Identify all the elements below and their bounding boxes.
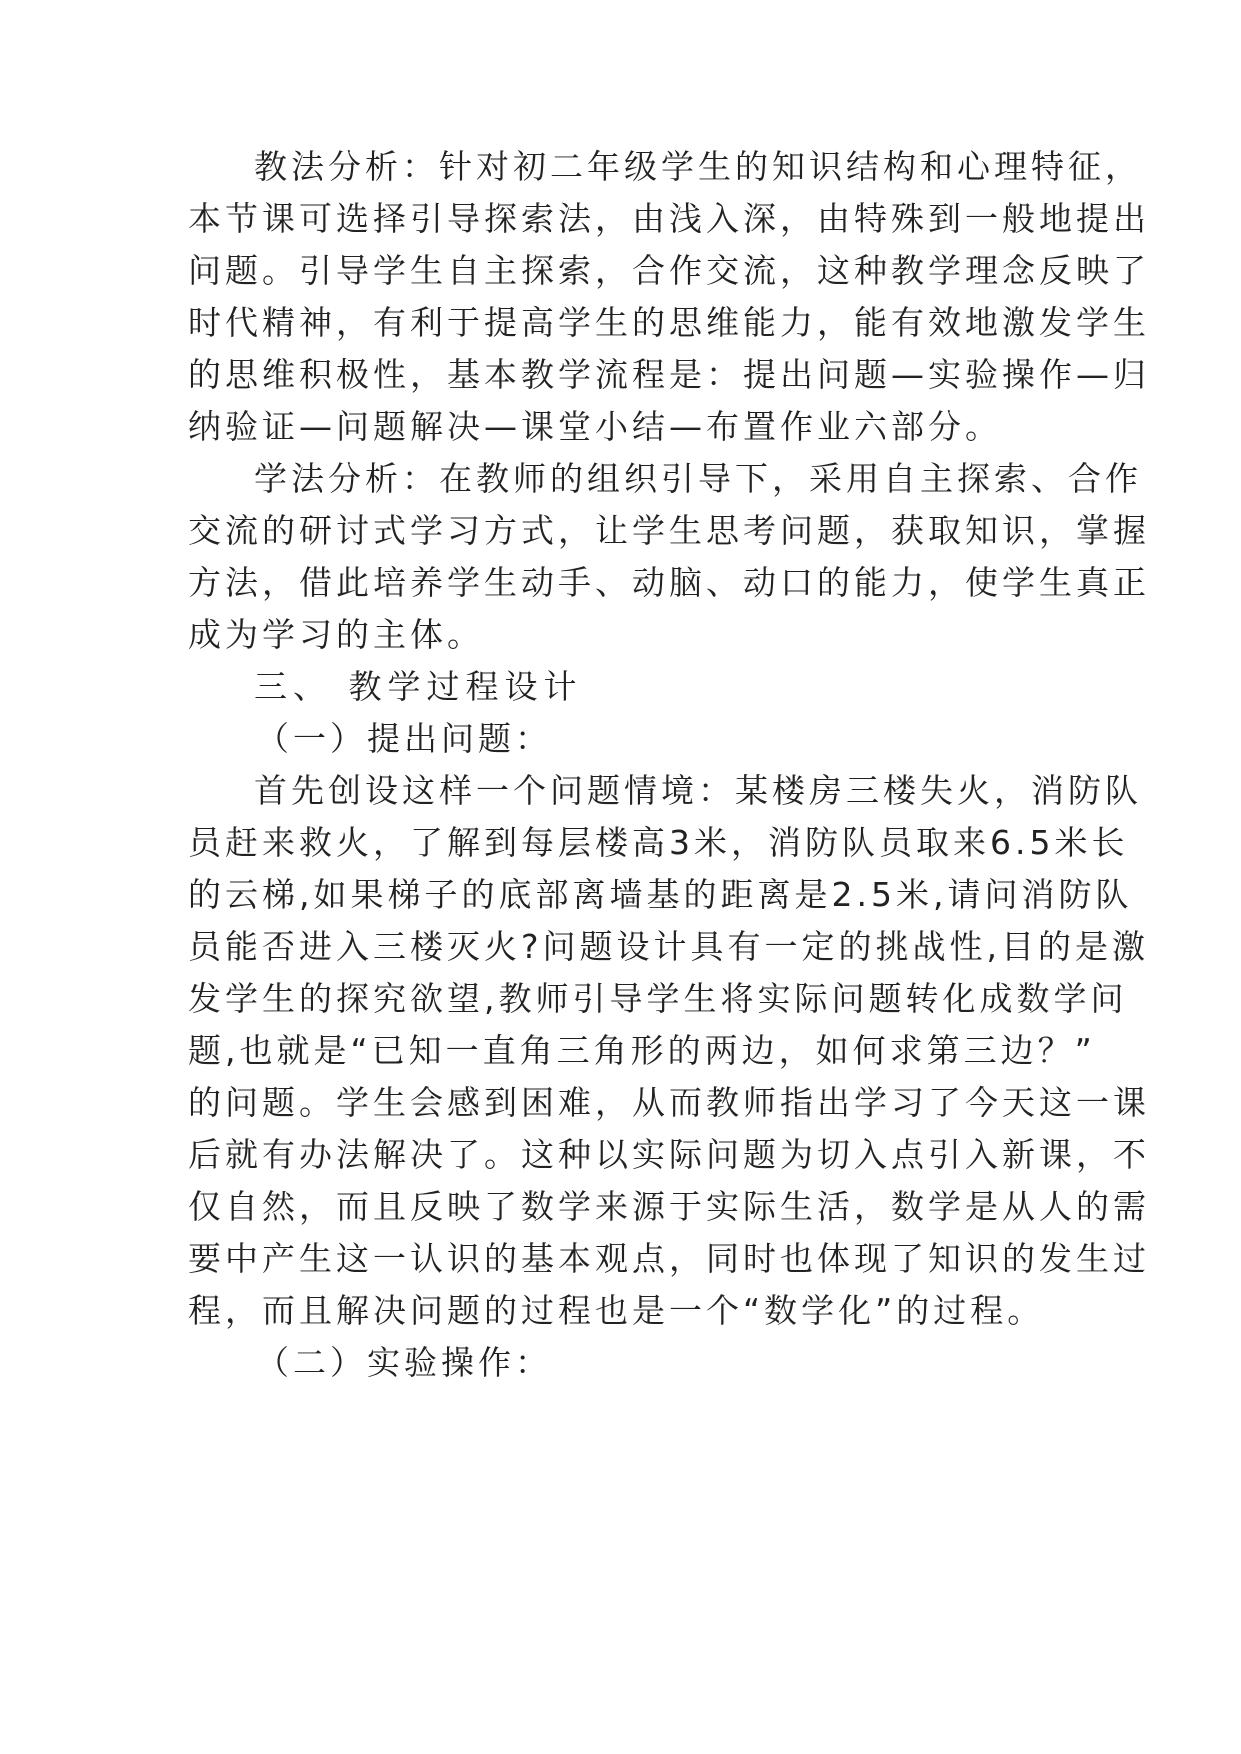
paragraph-learning-method-line-4: 成为学习的主体。 bbox=[188, 615, 484, 654]
paragraph-scenario-line-5: 发学生的探究欲望,教师引导学生将实际问题转化成数学问 bbox=[188, 979, 1128, 1018]
subheading-raise-question: （一）提出问题： bbox=[256, 719, 552, 758]
paragraph-learning-method-line-2: 交流的研讨式学习方式，让学生思考问题，获取知识，掌握 bbox=[188, 511, 1150, 550]
paragraph-scenario-line-10: 要中产生这一认识的基本观点，同时也体现了知识的发生过 bbox=[188, 1239, 1150, 1278]
paragraph-teaching-method-line-1: 教法分析：针对初二年级学生的知识结构和心理特征， bbox=[254, 147, 1142, 186]
paragraph-scenario-line-4: 员能否进入三楼灭火?问题设计具有一定的挑战性,目的是激 bbox=[188, 927, 1150, 966]
paragraph-teaching-method-line-3: 问题。引导学生自主探索，合作交流，这种教学理念反映了 bbox=[188, 251, 1150, 290]
paragraph-scenario-line-11: 程，而且解决问题的过程也是一个“数学化”的过程。 bbox=[188, 1291, 1045, 1330]
paragraph-learning-method-line-1: 学法分析：在教师的组织引导下，采用自主探索、合作 bbox=[254, 459, 1142, 498]
paragraph-scenario-line-7: 的问题。学生会感到困难，从而教师指出学习了今天这一课 bbox=[188, 1083, 1150, 1122]
paragraph-scenario-line-2: 员赶来救火，了解到每层楼高3米，消防队员取来6.5米长 bbox=[188, 823, 1129, 862]
paragraph-scenario-line-9: 仅自然，而且反映了数学来源于实际生活，数学是从人的需 bbox=[188, 1187, 1150, 1226]
paragraph-teaching-method-line-4: 时代精神，有利于提高学生的思维能力，能有效地激发学生 bbox=[188, 303, 1150, 342]
paragraph-teaching-method-line-5: 的思维积极性，基本教学流程是：提出问题—实验操作—归 bbox=[188, 355, 1150, 394]
paragraph-teaching-method-line-6: 纳验证—问题解决—课堂小结—布置作业六部分。 bbox=[188, 407, 1002, 446]
paragraph-teaching-method-line-2: 本节课可选择引导探索法，由浅入深，由特殊到一般地提出 bbox=[188, 199, 1150, 238]
paragraph-scenario-line-3: 的云梯,如果梯子的底部离墙基的距离是2.5米,请问消防队 bbox=[188, 875, 1133, 914]
section-heading-process-design: 三、 教学过程设计 bbox=[254, 667, 583, 706]
paragraph-scenario-line-1: 首先创设这样一个问题情境：某楼房三楼失火，消防队 bbox=[254, 771, 1142, 810]
paragraph-learning-method-line-3: 方法，借此培养学生动手、动脑、动口的能力，使学生真正 bbox=[188, 563, 1150, 602]
subheading-experiment: （二）实验操作： bbox=[256, 1343, 552, 1382]
paragraph-scenario-line-6: 题,也就是“已知一直角三角形的两边，如何求第三边？” bbox=[188, 1031, 1096, 1070]
paragraph-scenario-line-8: 后就有办法解决了。这种以实际问题为切入点引入新课，不 bbox=[188, 1135, 1150, 1174]
